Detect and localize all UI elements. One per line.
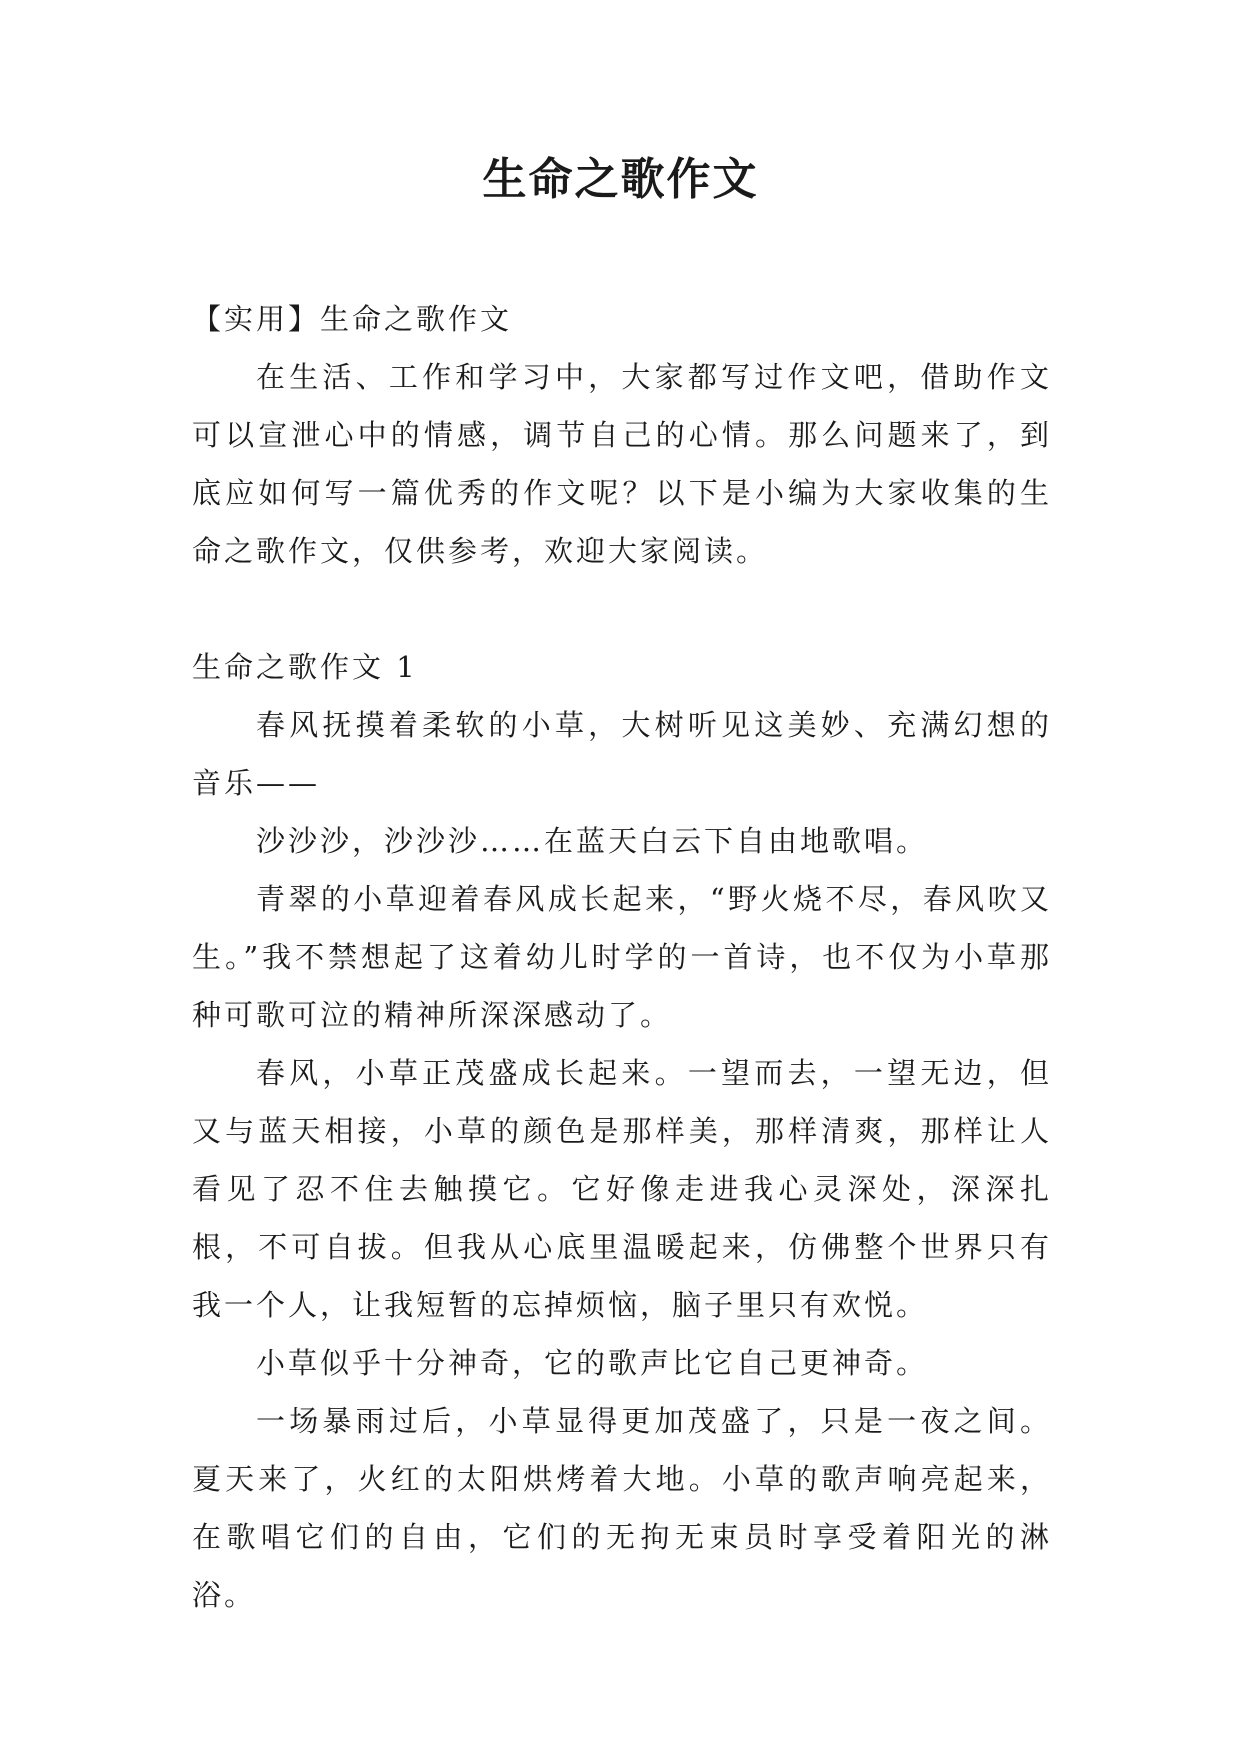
document-subtitle: 【实用】生命之歌作文 [192,302,513,336]
intro-paragraph: 在生活、工作和学习中，大家都写过作文吧，借助作文可以宣泄心中的情感，调节自己的心情。那么问题来了，到底应如何写一篇优秀的作文呢？以下是小编为大家收集的生命之歌作文，仅供参考，欢迎大家阅读。 [192,360,1052,568]
body-paragraph: 青翠的小草迎着春风成长起来，“野火烧不尽，春风吹又生。”我不禁想起了这着幼儿时学的一首诗，也不仅为小草那种可歌可泣的精神所深深感动了。 [192,882,1052,1032]
body-paragraph: 一场暴雨过后，小草显得更加茂盛了，只是一夜之间。夏天来了，火红的太阳烘烤着大地。小草的歌声响亮起来，在歌唱它们的自由，它们的无拘无束员时享受着阳光的淋浴。 [192,1404,1052,1612]
body-paragraph: 春风抚摸着柔软的小草，大树听见这美妙、充满幻想的音乐—— [192,708,1052,800]
body-paragraph: 小草似乎十分神奇，它的歌声比它自己更神奇。 [256,1346,929,1380]
section-heading: 生命之歌作文 1 [192,650,418,684]
section-spacer [192,580,1052,638]
body-paragraph: 沙沙沙，沙沙沙……在蓝天白云下自由地歌唱。 [256,824,929,858]
document-title: 生命之歌作文 [482,154,759,205]
body-paragraph: 春风，小草正茂盛成长起来。一望而去，一望无边，但又与蓝天相接，小草的颜色是那样美，那样清爽，那样让人看见了忍不住去触摸它。它好像走进我心灵深处，深深扎根，不可自拔。但我从心底里温暖起来，仿佛整个世界只有我一个人，让我短暂的忘掉烦恼，脑子里只有欢悦。 [192,1056,1052,1322]
document-body [192,290,1052,1624]
